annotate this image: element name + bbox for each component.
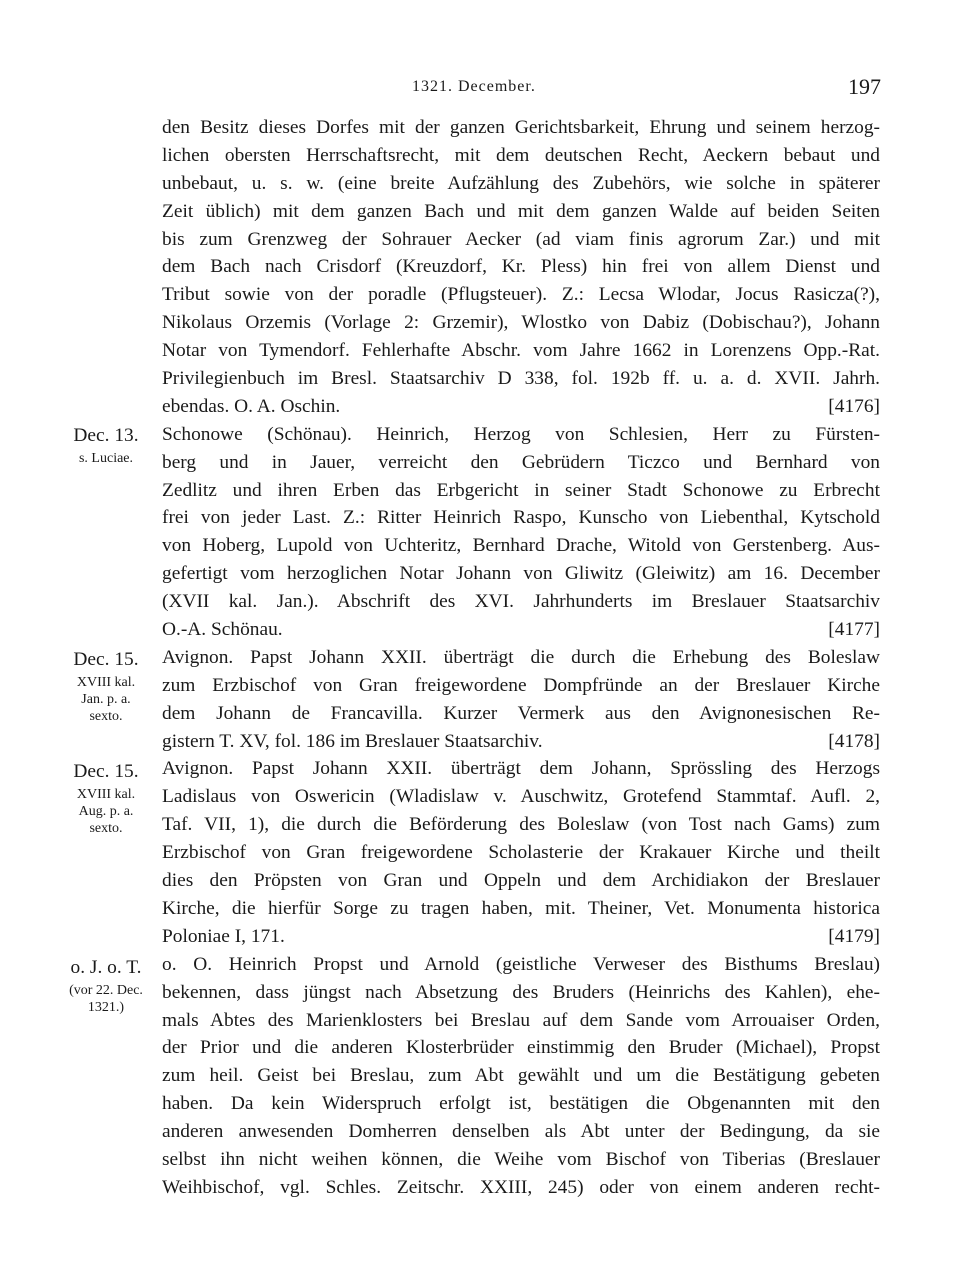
text-line: unbebaut, u. s. w. (eine breite Aufzählung des Zubehörs, wie solche in späterer bbox=[162, 172, 880, 194]
text-segment: Poloniae I, 171. bbox=[162, 925, 285, 947]
margin-note-4180 bbox=[56, 954, 156, 1016]
text-line: Weihbischof, vgl. Schles. Zeitschr. XXIII, 245) oder von einem anderen recht- bbox=[162, 1176, 880, 1198]
text-line: mals Abtes des Marienklosters bei Breslau auf dem Sande vom Arrouaiser Orden, bbox=[162, 1009, 880, 1031]
register-number: [4178] bbox=[828, 730, 880, 752]
text-line: o. O. Heinrich Propst und Arnold (geistliche Verweser des Bisthums Breslau) bbox=[162, 953, 880, 975]
text-line: zum heil. Geist bei Breslau, zum Abt gewählt und um die Bestätigung gebeten bbox=[162, 1065, 880, 1087]
margin-date: Dec. 15. bbox=[73, 761, 139, 782]
margin-note-4179 bbox=[56, 758, 156, 837]
body-text bbox=[162, 114, 880, 1202]
text-line bbox=[162, 923, 880, 951]
text-line: Zeit üblich) mit dem ganzen Bach und mit dem ganzen Walde auf beiden Seiten bbox=[162, 200, 880, 222]
text-line: frei von jeder Last. Z.: Ritter Heinrich Raspo, Kunscho von Liebenthal, Kytschold bbox=[162, 507, 880, 529]
text-line: Schonowe (Schönau). Heinrich, Herzog von Schlesien, Herr zu Fürsten- bbox=[162, 423, 880, 445]
text-line: Zedlitz und ihren Erben das Erbgericht in seiner Stadt Schonowe zu Erbrecht bbox=[162, 479, 880, 501]
text-line bbox=[162, 616, 880, 644]
text-segment: ebendas. O. A. Oschin. bbox=[162, 395, 341, 417]
margin-feast: s. Luciae. bbox=[78, 450, 134, 466]
margin-date: Dec. 13. bbox=[73, 425, 139, 446]
margin-note-4177 bbox=[56, 422, 156, 467]
text-line bbox=[162, 393, 880, 421]
margin-date: Dec. 15. bbox=[73, 649, 139, 670]
margin-date: o. J. o. T. bbox=[70, 957, 142, 978]
text-line: haben. Da kein Widerspruch erfolgt ist, bestätigen die Obgenannten mit den bbox=[162, 1093, 880, 1115]
text-line: Avignon. Papst Johann XXII. überträgt die durch die Erhebung des Boleslaw bbox=[162, 646, 880, 668]
text-line: Nikolaus Orzemis (Vorlage 2: Grzemir), Wlostko von Dabiz (Dobischau?), Johann bbox=[162, 312, 880, 334]
text-line: Kirche, die hierfür Sorge zu tragen haben, mit. Theiner, Vet. Monumenta historica bbox=[162, 897, 880, 919]
text-line: von Hoberg, Lupold von Uchteritz, Bernhard Drache, Witold von Gerstenberg. Aus- bbox=[162, 535, 880, 557]
text-line: dem Johann de Francavilla. Kurzer Vermerk aus den Avignonesischen Re- bbox=[162, 702, 880, 724]
text-line: den Besitz dieses Dorfes mit der ganzen Gerichtsbarkeit, Ehrung und seinem herzog- bbox=[162, 117, 880, 138]
margin-feast: XVIII kal. Jan. p. a. sexto. bbox=[76, 674, 136, 724]
text-line: (XVII kal. Jan.). Abschrift des XVI. Jahrhunderts im Breslauer Staatsarchiv bbox=[162, 591, 880, 613]
text-line: Tribut sowie von der poradle (Pflugsteuer). Z.: Lecsa Wlodar, Jocus Rasicza(?), bbox=[162, 284, 880, 306]
text-line: bekennen, dass jüngst nach Absetzung des Bruders (Heinrichs des Kahlen), ehe- bbox=[162, 981, 880, 1003]
page-number: 197 bbox=[848, 74, 881, 99]
text-segment: gistern T. XV, fol. 186 im Breslauer Staatsarchiv. bbox=[162, 730, 543, 752]
text-line: selbst ihn nicht weihen können, die Weihe vom Bischof von Tiberias (Breslauer bbox=[162, 1148, 880, 1170]
text-line: dem Bach nach Crisdorf (Kreuzdorf, Kr. Pless) hin frei von allem Dienst und bbox=[162, 256, 880, 278]
text-line: dies den Pröpsten von Gran und Oppeln und dem Archidiakon der Breslauer bbox=[162, 870, 880, 892]
margin-feast: (vor 22. Dec. 1321.) bbox=[69, 982, 143, 1015]
text-line: anderen anwesenden Domherren denselben als Abt unter der Bedingung, da sie bbox=[162, 1121, 880, 1143]
text-line bbox=[162, 728, 880, 756]
margin-feast: XVIII kal. Aug. p. a. sexto. bbox=[76, 786, 136, 836]
text-line: der Prior und die anderen Klosterbrüder einstimmig den Bruder (Michael), Propst bbox=[162, 1037, 880, 1059]
text-line: zum Erzbischof von Gran freigewordene Dompfründe an der Breslauer Kirche bbox=[162, 674, 880, 696]
text-line: Avignon. Papst Johann XXII. überträgt dem Johann, Sprössling des Herzogs bbox=[162, 758, 880, 780]
text-segment: O.-A. Schönau. bbox=[162, 619, 283, 641]
text-line: Privilegienbuch im Bresl. Staatsarchiv D 338, fol. 192b ff. u. a. d. XVII. Jahrh. bbox=[162, 368, 880, 390]
register-number: [4177] bbox=[828, 619, 880, 641]
text-line: gefertigt vom herzoglichen Notar Johann von Gliwitz (Gleiwitz) am 16. December bbox=[162, 563, 880, 585]
text-line: Notar von Tymendorf. Fehlerhafte Abschr. vom Jahre 1662 in Lorenzens Opp.-Rat. bbox=[162, 340, 880, 362]
text-line: lichen obersten Herrschaftsrecht, mit dem deutschen Recht, Aeckern bebaut und bbox=[162, 144, 880, 166]
text-line: Erzbischof von Gran freigewordene Scholasterie der Krakauer Kirche und theilt bbox=[162, 842, 880, 864]
text-line: bis zum Grenzweg der Sohrauer Aecker (ad viam finis agrorum Zar.) und mit bbox=[162, 228, 880, 250]
text-line: berg und in Jauer, verreicht den Gebrüdern Ticzco und Bernhard von bbox=[162, 451, 880, 473]
running-title: 1321. December. bbox=[412, 78, 536, 95]
running-head bbox=[0, 74, 960, 102]
register-number: [4179] bbox=[828, 925, 880, 947]
text-line: Ladislaus von Oswericin (Wladislaw v. Auschwitz, Grotefend Stammtaf. Aufl. 2, bbox=[162, 786, 880, 808]
text-line: Taf. VII, 1), die durch die Beförderung des Boleslaw (von Tost nach Gams) zum bbox=[162, 814, 880, 836]
margin-note-4178 bbox=[56, 646, 156, 725]
register-number: [4176] bbox=[828, 395, 880, 417]
